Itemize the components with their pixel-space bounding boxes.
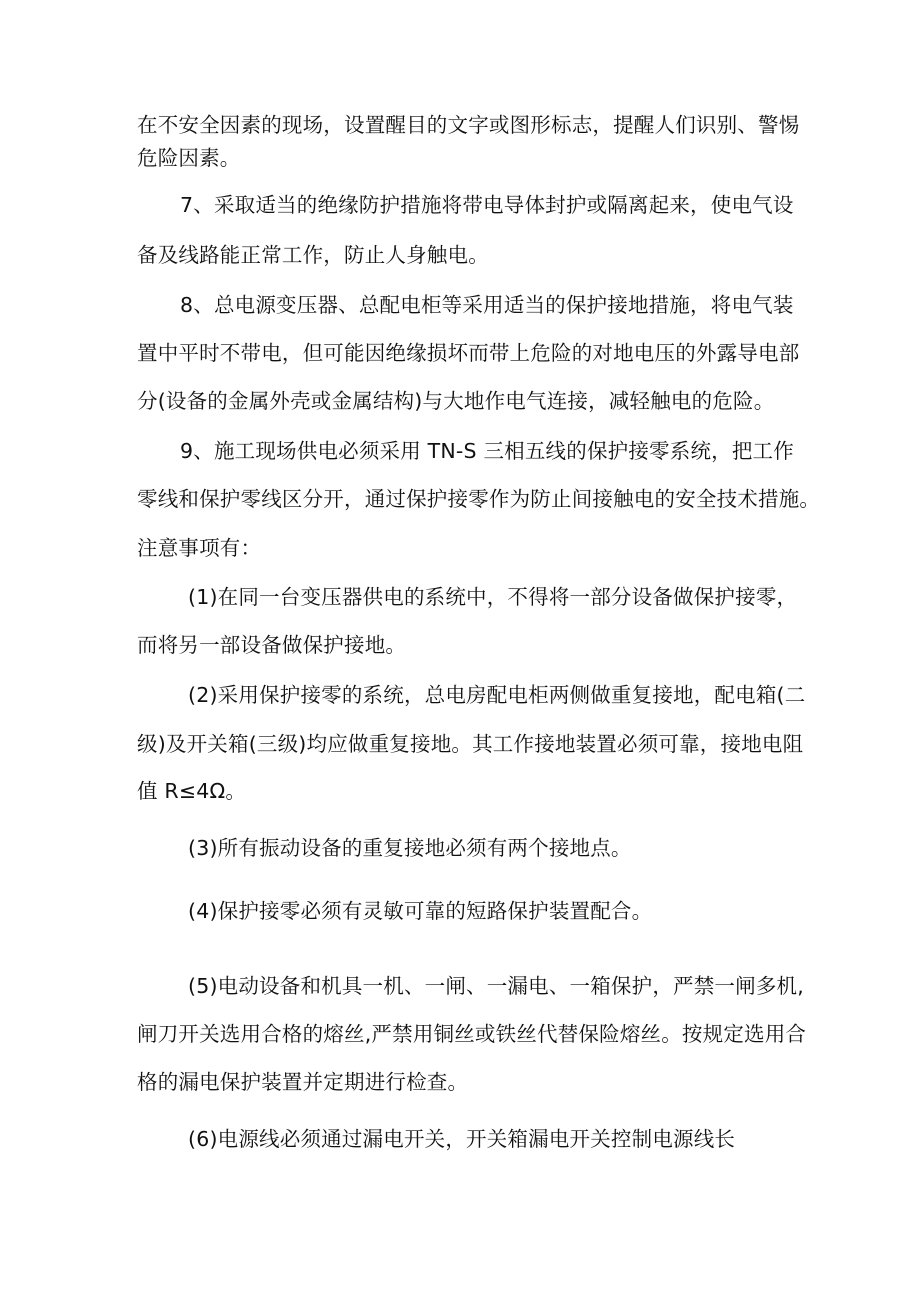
text-line: (2)采用保护接零的系统，总电房配电柜两侧做重复接地，配电箱(二: [188, 683, 806, 707]
text-line: 级)及开关箱(三级)均应做重复接地。其工作接地装置必须可靠，接地电阻: [137, 732, 804, 756]
text-line: (5)电动设备和机具一机、一闸、一漏电、一箱保护，严禁一闸多机,: [188, 974, 804, 998]
text-line: 分(设备的金属外壳或金属结构)与大地作电气连接，减轻触电的危险。: [137, 389, 775, 413]
text-line: 7、采取适当的绝缘防护措施将带电导体封护或隔离起来，使电气设: [180, 193, 794, 217]
text-line: 格的漏电保护装置并定期进行检查。: [137, 1070, 469, 1094]
text-line: (4)保护接零必须有灵敏可靠的短路保护装置配合。: [188, 899, 653, 923]
text-line: 闸刀开关选用合格的熔丝,严禁用铜丝或铁丝代替保险熔丝。按规定选用合: [137, 1022, 807, 1046]
text-line: (3)所有振动设备的重复接地必须有两个接地点。: [188, 836, 632, 860]
text-line: 备及线路能正常工作，防止人身触电。: [137, 243, 489, 267]
text-line: 置中平时不带电，但可能因绝缘损坏而带上危险的对地电压的外露导电部: [137, 341, 800, 365]
text-line: 零线和保护零线区分开，通过保护接零作为防止间接触电的安全技术措施。: [137, 487, 821, 511]
text-line: 9、施工现场供电必须采用 TN-S 三相五线的保护接零系统，把工作: [180, 439, 794, 463]
text-line: (6)电源线必须通过漏电开关，开关箱漏电开关控制电源线长: [188, 1127, 736, 1151]
text-line: 8、总电源变压器、总配电柜等采用适当的保护接地措施，将电气装: [180, 293, 794, 317]
text-line: 注意事项有：: [137, 536, 262, 560]
text-line: 在不安全因素的现场，设置醒目的文字或图形标志，提醒人们识别、警惕: [137, 113, 800, 137]
text-line: 值 R≤4Ω。: [137, 779, 247, 803]
text-line: 危险因素。: [137, 146, 241, 170]
text-line: 而将另一部设备做保护接地。: [137, 633, 407, 657]
text-line: (1)在同一台变压器供电的系统中，不得将一部分设备做保护接零，: [188, 585, 798, 609]
